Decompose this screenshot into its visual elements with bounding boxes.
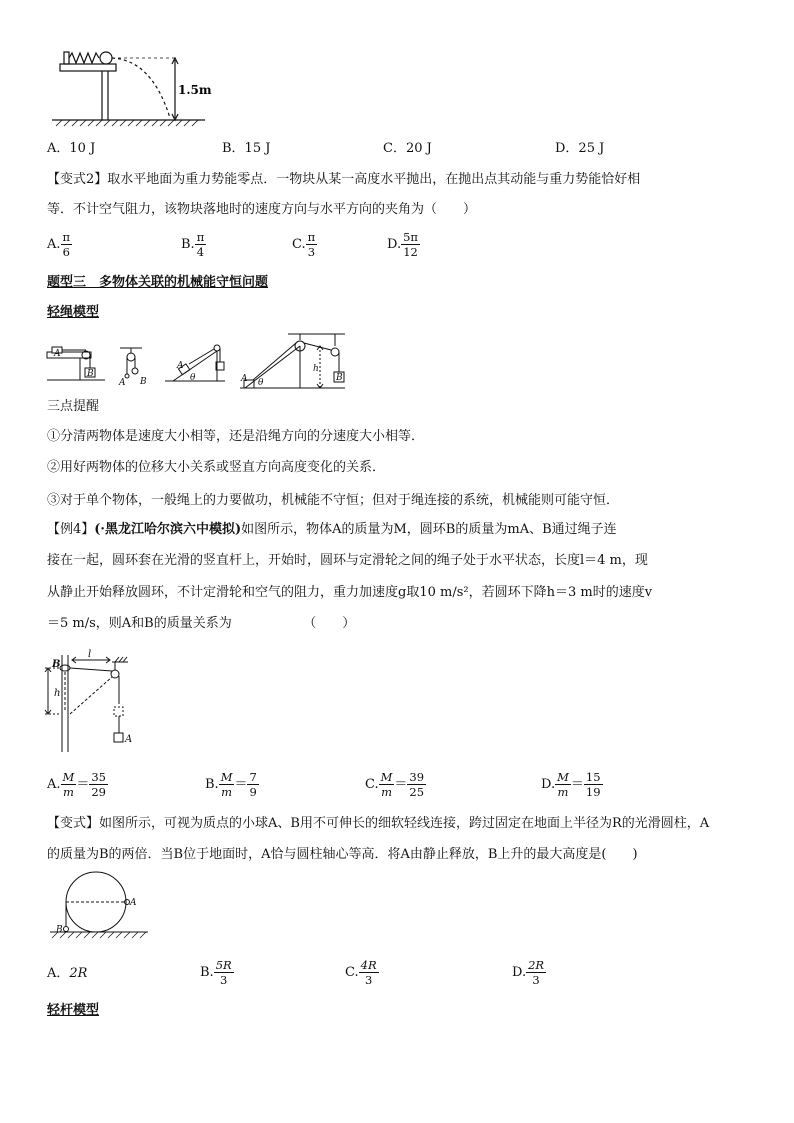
ring-fig-label-h: h: [54, 688, 61, 699]
rope-model-title: 轻绳模型: [47, 305, 100, 320]
bianshi-option-b: B. $\frac{5R}{3}$: [200, 958, 232, 987]
section3-title: 题型三 多物体关联的机械能守恒问题: [47, 275, 269, 290]
example4-line3: 从静止开始释放圆环，不计定滑轮和空气的阻力，重力加速度g取10 m/s²，若圆环下降h＝3 m时的速度v: [47, 585, 653, 600]
rope-fig-label-h4: h: [313, 364, 319, 374]
rope-fig-label-a2: A: [119, 378, 126, 388]
bianshi2-option-a: A. $\frac{\pi}{6}$: [47, 230, 71, 259]
example4-source: (·黑龙江哈尔滨六中模拟): [94, 522, 242, 537]
example4-option-d: D. $\frac{M}{m}$ ＝ $\frac{15}{19}$: [541, 770, 601, 799]
cylinder-label-a: A: [130, 898, 137, 908]
rope-fig-label-theta4: θ: [258, 378, 264, 388]
bianshi-option-d: D. $\frac{2R}{3}$: [512, 958, 545, 987]
bianshi-line1: 【变式】如图所示，可视为质点的小球A、B用不可伸长的细软轻线连接，跨过固定在地面上半径为R的光滑圆柱，A: [47, 816, 710, 831]
reminder-3: ③对于单个物体，一般绳上的力要做功，机械能不守恒；但对于绳连接的系统，机械能则可能守恒．: [47, 493, 620, 508]
reminder-title: 三点提醒: [47, 399, 100, 414]
option-b: B．15 J: [222, 141, 271, 156]
option-c: C．20 J: [383, 141, 432, 156]
rope-fig-label-theta3: θ: [190, 373, 196, 383]
bianshi2-option-d: D. $\frac{5\pi}{12}$: [387, 230, 418, 259]
bianshi-label: 【变式】: [47, 816, 100, 831]
rope-fig-label-a1: A: [54, 349, 61, 359]
bianshi2-option-b: B. $\frac{\pi}{4}$: [181, 230, 205, 259]
bianshi2-line1: 【变式2】取水平地面为重力势能零点．一物块从某一高度水平抛出，在抛出点其动能与重力势能恰好相: [47, 172, 641, 187]
cylinder-label-b: B: [56, 925, 63, 935]
rope-fig-label-b2: B: [140, 377, 147, 387]
example4-label: 【例4】: [47, 522, 95, 537]
rope-fig-label-a4: A: [241, 374, 248, 384]
reminder-1: ①分清两物体是速度大小相等，还是沿绳方向的分速度大小相等．: [47, 429, 425, 444]
rope-fig-label-b4: B: [336, 373, 343, 383]
example4-option-c: C. $\frac{M}{m}$ ＝ $\frac{39}{25}$: [365, 770, 425, 799]
example4-line4: ＝5 m/s，则A和B的质量关系为 （ ）: [47, 616, 356, 631]
bianshi2-line2: 等．不计空气阻力，该物块落地时的速度方向与水平方向的夹角为（ ）: [47, 202, 477, 217]
height-label: 1.5m: [178, 83, 212, 97]
rope-fig-label-a3: A: [177, 361, 184, 371]
example4-line2: 接在一起，圆环套在光滑的竖直杆上，开始时，圆环与定滑轮之间的绳子处于水平状态，长度l＝4 m，现: [47, 553, 648, 568]
bianshi-line2: 的质量为B的两倍．当B位于地面时，A恰与圆柱轴心等高．将A由静止释放，B上升的最大高度是( ): [47, 847, 638, 862]
ring-fig-label-a: A: [125, 734, 133, 745]
bianshi-option-c: C. $\frac{4R}{3}$: [345, 958, 377, 987]
option-d: D．25 J: [555, 141, 605, 156]
rod-model-title: 轻杆模型: [47, 1003, 100, 1018]
example4-line1: 【例4】(·黑龙江哈尔滨六中模拟)如图所示，物体A的质量为M，圆环B的质量为mA、B通过绳子连: [47, 522, 617, 537]
example4-option-b: B. $\frac{M}{m}$ ＝ $\frac{7}{9}$: [205, 770, 257, 799]
ring-fig-label-b: B: [52, 659, 61, 670]
rope-fig-label-b1: B: [87, 369, 94, 379]
reminder-2: ②用好两物体的位移大小关系或竖直方向高度变化的关系．: [47, 460, 386, 475]
bianshi-option-a: A．2R: [47, 966, 88, 981]
bianshi2-option-c: C. $\frac{\pi}{3}$: [292, 230, 316, 259]
ring-fig-label-l: l: [88, 649, 92, 660]
option-a: A．10 J: [47, 141, 96, 156]
example4-option-a: A. $\frac{M}{m}$ ＝ $\frac{35}{29}$: [47, 770, 106, 799]
bianshi2-label: 【变式2】: [47, 172, 108, 187]
